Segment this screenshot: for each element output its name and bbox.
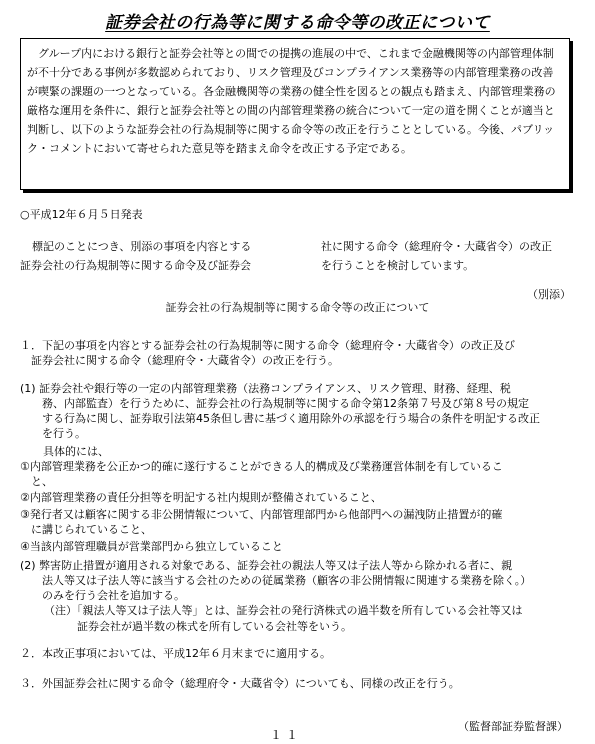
item-1-1 [20, 381, 540, 441]
conditions-list [20, 459, 503, 555]
annex-label: （別添） [527, 288, 571, 301]
note-line: （注）「親法人等又は子法人等」とは、証券会社の発行済株式の過半数を所有している会社等又は [44, 604, 523, 617]
notice-right-line: を行うことを検討しています。 [321, 259, 475, 272]
item-1 [20, 336, 515, 370]
notice-right-column [321, 237, 552, 275]
item-1-1-line: を行う。 [20, 427, 86, 440]
item-1-line: 証券会社に関する命令（総理府令・大蔵省令）の改正を行う。 [20, 354, 339, 367]
notice-left-line: 標記のことにつき、別添の事項を内容とする [32, 240, 252, 253]
condition-item: ①内部管理業務を公正かつ的確に遂行することができる人的構成及び業務運営体制を有しているこ [20, 460, 503, 473]
item-1-1-line: (1) 証券会社や銀行等の一定の内部管理業務（法務コンプライアンス、リスク管理、財務、経理、税 [20, 382, 511, 395]
item-1-2 [20, 558, 531, 603]
item-1-1-line: する行為に関し、証券取引法第45条但し書に基づく適用除外の承認を行う場合の条件を明記する改正 [20, 412, 540, 425]
specifically-label: 具体的には、 [43, 445, 109, 458]
summary-text: グループ内における銀行と証券会社等との間での提携の進展の中で、これまで金融機関等の内部管理体制が不十分である事例が多数認められており、リスク管理及びコンプライアンス業務等の内部管理業務の改善が喫緊の課題の一つとなっている。各金融機関等の業務の健全性を図るとの観点も踏まえ、内部管理業務の厳格な運用を条件に、銀行と証券会社等との間の内部管理業務の統合について一定の道を開くことが適当と判断し、以下のような証券会社の行為規制等に関する命令等の改正を行うこととしている。今後、パブリック・コメントにおいて寄せられた意見等を踏まえ命令を改正する予定である。 [27, 47, 556, 155]
note [44, 603, 523, 635]
page-number: １１ [270, 728, 303, 742]
item-1-2-line: のみを行う会社を追加する。 [20, 589, 185, 602]
item-2: ２．本改正事項においては、平成12年６月末までに適用する。 [20, 647, 331, 660]
condition-item: ②内部管理業務の責任分担等を明記する社内規則が整備されていること、 [20, 491, 382, 504]
item-1-2-line: 法人等又は子法人等に該当する会社のための従属業務（顧客の非公開情報に関連する業務を除く。） [20, 574, 532, 587]
notice-left-line: 証券会社の行為規制等に関する命令及び証券会 [20, 259, 251, 272]
condition-item: ④当該内部管理職員が営業部門から独立していること [20, 540, 283, 553]
condition-item: ③発行者又は顧客に関する非公開情報について、内部管理部門から他部門への漏洩防止措置が的確 [20, 508, 503, 521]
announcement-date: ○平成12年６月５日発表 [20, 208, 143, 221]
condition-item: に講じられていること、 [20, 523, 152, 536]
condition-item: と、 [20, 475, 53, 488]
item-1-line: １．下記の事項を内容とする証券会社の行為規制等に関する命令（総理府令・大蔵省令）の改正及び [20, 339, 515, 352]
note-line: 証券会社が過半数の株式を所有している会社等をいう。 [44, 620, 352, 633]
annex-title: 証券会社の行為規制等に関する命令等の改正について [165, 301, 430, 314]
notice-right-line: 社に関する命令（総理府令・大蔵省令）の改正 [321, 240, 552, 253]
item-1-2-line: (2) 弊害防止措置が適用される対象である、証券会社の親法人等又は子法人等から除かれる者に、親 [20, 559, 513, 572]
item-3: ３．外国証券会社に関する命令（総理府令・大蔵省令）についても、同様の改正を行う。 [20, 677, 460, 690]
page-title: 証券会社の行為等に関する命令等の改正について [105, 13, 490, 33]
notice-left-column [20, 237, 251, 275]
item-1-1-line: 務、内部監査）を行うために、証券会社の行為規制等に関する命令第12条第７号及び第８号の規定 [20, 397, 529, 410]
summary-box [20, 38, 570, 190]
department-label: （監督部証券監督課） [458, 720, 568, 733]
